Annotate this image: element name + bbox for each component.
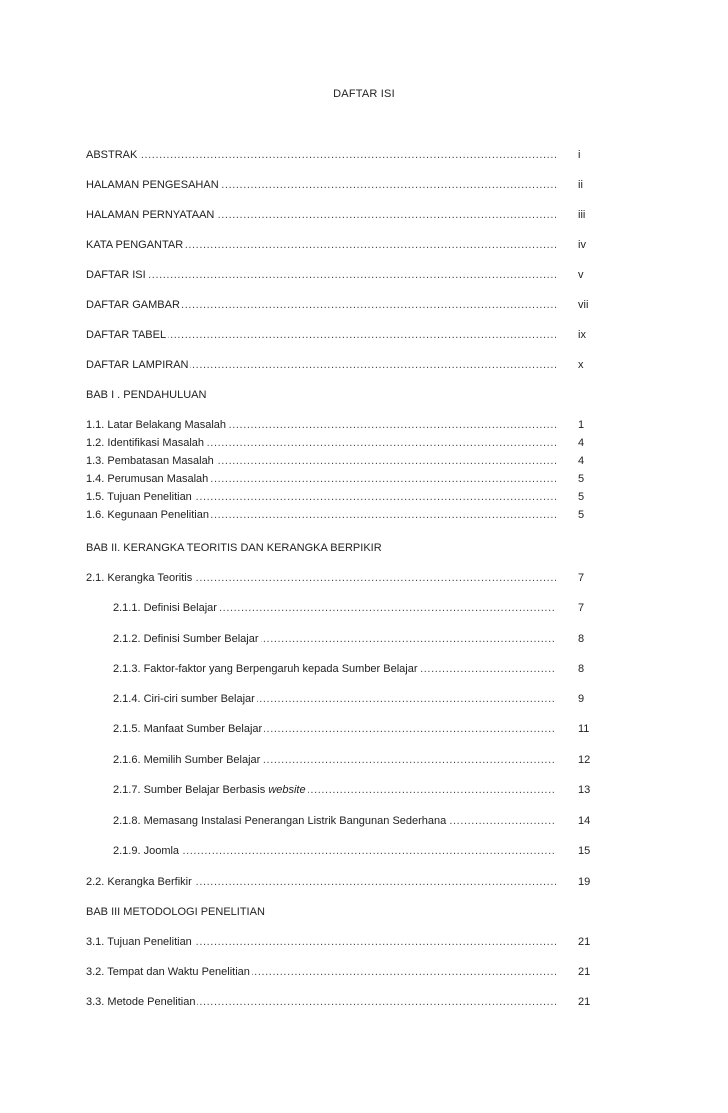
toc-entry-2-1-6 (113, 753, 556, 767)
toc-entry-2-1-5 (113, 722, 556, 736)
leader-dots (86, 148, 556, 162)
toc-entry-label: 3.1. Tujuan Penelitian (86, 936, 192, 948)
toc-page-number: 4 (578, 455, 585, 467)
toc-entry-label: 1.3. Pembatasan Masalah (86, 455, 214, 467)
toc-page-number: 19 (578, 876, 591, 888)
toc-entry-2-1-7 (113, 783, 556, 797)
toc-entry-label: KATA PENGANTAR (86, 239, 184, 251)
toc-page-number: 13 (578, 784, 591, 796)
toc-entry-kata-pengantar (86, 238, 556, 252)
toc-entry-label: 1.6. Kegunaan Penelitian (86, 509, 209, 521)
toc-entry-2-1-1 (113, 601, 556, 615)
toc-page-number: v (578, 269, 584, 281)
toc-entry-2-1-4 (113, 692, 556, 706)
toc-entry-label: 1.4. Perumusan Masalah (86, 473, 209, 485)
toc-page-number: 8 (578, 633, 585, 645)
toc-entry-2-1-8 (113, 814, 556, 828)
toc-entry-label: HALAMAN PERNYATAAN (86, 209, 215, 221)
toc-entry-label: 1.2. Identifikasi Masalah (86, 437, 205, 449)
toc-entry-1-2 (86, 436, 556, 450)
toc-entry-daftar-isi (86, 268, 556, 282)
toc-entry-pengesahan (86, 178, 556, 192)
toc-entry-label-italic: website (268, 784, 306, 796)
toc-page-number: 14 (578, 815, 591, 827)
toc-page-number: 15 (578, 845, 591, 857)
toc-entry-2-1-2 (113, 632, 556, 646)
toc-entry-3-2 (86, 965, 556, 979)
leader-dots (86, 268, 556, 282)
toc-page-number: 9 (578, 693, 585, 705)
toc-entry-label: ABSTRAK (86, 149, 138, 161)
toc-page-number: 21 (578, 996, 591, 1008)
toc-entry-label: 2.1.6. Memilih Sumber Belajar (113, 754, 261, 766)
toc-entry-pernyataan (86, 208, 556, 222)
toc-entry-label: 2.1.4. Ciri-ciri sumber Belajar (113, 693, 255, 705)
toc-page-number: 21 (578, 966, 591, 978)
toc-page-number: ii (578, 179, 583, 191)
page-title: DAFTAR ISI (333, 88, 395, 100)
toc-entry-label: 2.1.5. Manfaat Sumber Belajar (113, 723, 263, 735)
toc-entry-label: 1.1. Latar Belakang Masalah (86, 419, 227, 431)
chapter-heading-bab1: BAB I . PENDAHULUAN (86, 389, 207, 401)
toc-entry-label: DAFTAR TABEL (86, 329, 167, 341)
toc-entry-2-1-3 (113, 662, 556, 676)
toc-entry-1-3 (86, 454, 556, 468)
toc-page-number: 8 (578, 663, 585, 675)
toc-entry-label: 2.1.1. Definisi Belajar (113, 602, 217, 614)
toc-page-number: 1 (578, 419, 585, 431)
toc-entry-label: 2.1. Kerangka Teoritis (86, 572, 193, 584)
toc-entry-label: 2.1.8. Memasang Instalasi Penerangan Listrik Bangunan Sederhana (113, 815, 447, 827)
toc-entry-label: 2.2. Kerangka Berfikir (86, 876, 192, 888)
toc-page-number: 7 (578, 602, 585, 614)
toc-entry-daftar-tabel (86, 328, 556, 342)
toc-entry-2-1 (86, 571, 556, 585)
chapter-heading-bab2: BAB II. KERANGKA TEORITIS DAN KERANGKA BERPIKIR (86, 542, 382, 554)
toc-entry-label: DAFTAR ISI (86, 269, 146, 281)
toc-entry-2-1-9 (113, 844, 556, 858)
chapter-heading-bab3: BAB III METODOLOGI PENELITIAN (86, 906, 265, 918)
toc-page-number: 4 (578, 437, 585, 449)
toc-page-number: ix (578, 329, 586, 341)
toc-page-number: 5 (578, 473, 585, 485)
toc-entry-label: 2.1.9. Joomla (113, 845, 180, 857)
toc-page-number: vii (578, 299, 589, 311)
toc-page-number: 5 (578, 509, 585, 521)
toc-entry-1-4 (86, 472, 556, 486)
toc-entry-2-2 (86, 875, 556, 889)
toc-entry-label: DAFTAR LAMPIRAN (86, 359, 189, 371)
toc-page-number: 12 (578, 754, 591, 766)
toc-page-number: 11 (578, 723, 590, 735)
toc-page-number: 5 (578, 491, 585, 503)
toc-entry-label: DAFTAR GAMBAR (86, 299, 180, 311)
toc-entry-3-1 (86, 935, 556, 949)
toc-entry-label: 3.2. Tempat dan Waktu Penelitian (86, 966, 250, 978)
toc-entry-label-prefix: 2.1.7. Sumber Belajar Berbasis (113, 784, 269, 796)
toc-entry-label: 2.1.3. Faktor-faktor yang Berpengaruh kepada Sumber Belajar (113, 663, 418, 675)
toc-entry-label: 2.1.2. Definisi Sumber Belajar (113, 633, 259, 645)
toc-entry-label: HALAMAN PENGESAHAN (86, 179, 219, 191)
toc-entry-1-5 (86, 490, 556, 504)
toc-page-number: 21 (578, 936, 591, 948)
toc-entry-1-6 (86, 508, 556, 522)
toc-entry-3-3 (86, 995, 556, 1009)
toc-page-number: i (578, 149, 581, 161)
toc-entry-1-1 (86, 418, 556, 432)
toc-entry-label: 3.3. Metode Penelitian (86, 996, 196, 1008)
toc-page-number: iv (578, 239, 586, 251)
toc-entry-abstrak (86, 148, 556, 162)
toc-entry-label: 1.5. Tujuan Penelitian (86, 491, 192, 503)
toc-page-number: 7 (578, 572, 585, 584)
toc-page-number: iii (578, 209, 586, 221)
toc-entry-label (113, 784, 308, 796)
toc-entry-daftar-lampiran (86, 358, 556, 372)
toc-page-number: x (578, 359, 584, 371)
toc-entry-daftar-gambar (86, 298, 556, 312)
